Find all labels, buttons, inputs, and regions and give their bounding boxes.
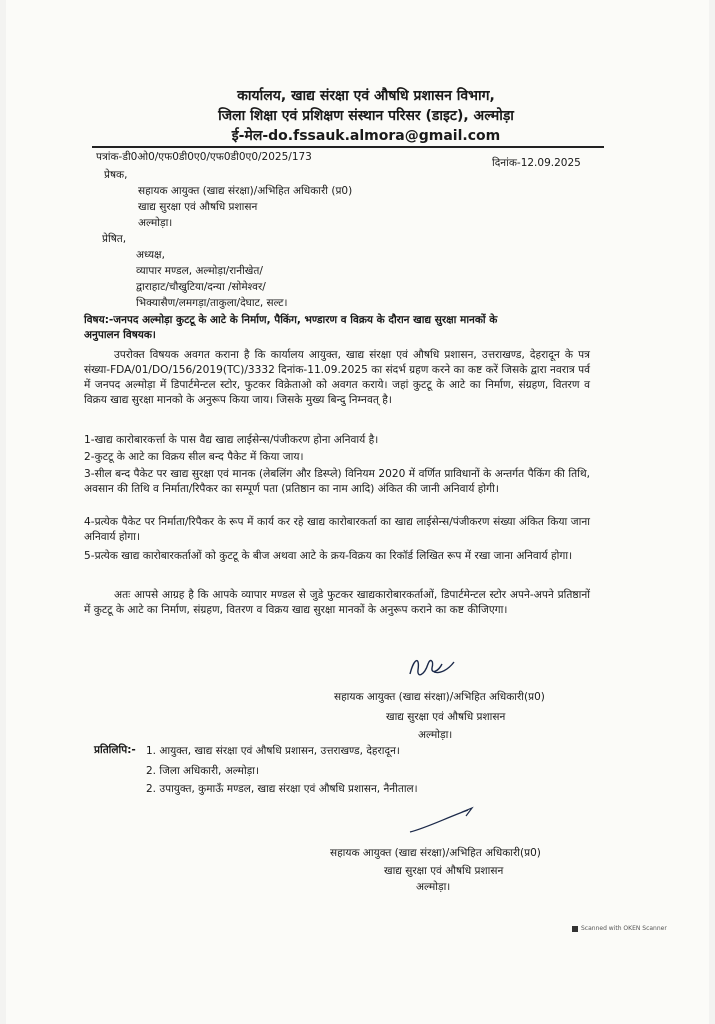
signatory-dept: खाद्य सुरक्षा एवं औषधि प्रशासन (384, 865, 504, 877)
closing-paragraph: अतः आपसे आग्रह है कि आपके व्यापार मण्डल से जुडे फुटकर खाद्यकारोबारकर्ताओं, डिपार्टमेन्टल स्टोर अपने-अपने प्रतिष्ठानों में कुटटू के आटे का निर्माण, संग्रहण, वितरण व विक्रय खाद्य सुरक्षा मानकों के अनुरूप कराने का कष्ट कीजिएगा। (84, 589, 590, 616)
signatory-place: अल्मोड़ा। (416, 881, 451, 893)
copy-item: 1. आयुक्त, खाद्य संरक्षा एवं औषधि प्रशासन, उत्तराखण्ड, देहरादून। (146, 745, 400, 757)
office-title: कार्यालय, खाद्य संरक्षा एवं औषधि प्रशासन विभाग, (237, 88, 495, 104)
signatory-title: सहायक आयुक्त (खाद्य संरक्षा)/अभिहित अधिकारी(प्र0) (330, 847, 541, 859)
signatory-title: सहायक आयुक्त (खाद्य संरक्षा)/अभिहित अधिकारी(प्र0) (334, 691, 545, 703)
scanner-icon (572, 926, 578, 932)
signatory-place: अल्मोड़ा। (418, 729, 453, 741)
header-divider (92, 146, 604, 148)
recipient-line: द्वाराहाट/चौखुटिया/दन्या /सोमेश्वर/ (136, 281, 266, 293)
sender-label: प्रेषक, (104, 169, 128, 181)
reference-number: पत्रांक-डी0ओ0/एफ0डी0ए0/एफ0डी0ए0/2025/173 (96, 151, 312, 163)
point-item: 2-कुटटू के आटे का विक्रय सील बन्द पैकेट में किया जाय। (84, 451, 304, 463)
point-item: 3-सील बन्द पैकेट पर खाद्य सुरक्षा एवं मानक (लेबलिंग और डिस्प्ले) विनियम 2020 में वर्णित प्राविधानों के अन्तर्गत पैकिंग की तिथि, अवसान की तिथि व निर्माता/रिपैकर का सम्पूर्ण पता (प्रतिष्ठान का नाम आदि) अंकित की जानी अनिवार्य होगी। (84, 468, 590, 495)
recipient-line: भिक्यासैण/लमगड़ा/ताकुला/देघाट, सल्ट। (136, 297, 288, 309)
handwritten-signature (406, 806, 486, 836)
recipient-line: अध्यक्ष, (136, 249, 165, 261)
handwritten-signature (404, 652, 460, 682)
sender-line: सहायक आयुक्त (खाद्य संरक्षा)/अभिहित अधिकारी (प्र0) (138, 185, 353, 197)
copy-item: 2. जिला अधिकारी, अल्मोड़ा। (146, 765, 259, 777)
point-item: 4-प्रत्येक पैकेट पर निर्माता/रिपैकर के रूप में कार्य कर रहे खाद्य कारोबारकर्ता का खाद्य लाईसेन्स/पंजीकरण संख्या अंकित किया जाना अनिवार्य होगा। (84, 516, 590, 543)
subject-line-cont: अनुपालन विषयक। (84, 329, 156, 341)
copy-item: 2. उपायुक्त, कुमाऊँ मण्डल, खाद्य संरक्षा एवं औषधि प्रशासन, नैनीताल। (146, 783, 418, 795)
office-email: ई-मेल-do.fssauk.almora@gmail.com (231, 128, 501, 144)
letter-date: दिनांक-12.09.2025 (492, 157, 581, 169)
signatory-dept: खाद्य सुरक्षा एवं औषधि प्रशासन (386, 711, 506, 723)
point-item: 1-खाद्य कारोबारकर्त्ता के पास वैद्य खाद्य लाईसेन्स/पंजीकरण होना अनिवार्य है। (84, 434, 379, 446)
office-address: जिला शिक्षा एवं प्रशिक्षण संस्थान परिसर (डाइट), अल्मोड़ा (218, 108, 514, 124)
subject-line: विषय:-जनपद अल्मोड़ा कुटटू के आटे के निर्माण, पैकिंग, भण्डारण व विक्रय के दौरान खाद्य सुरक्षा मानकों के (84, 314, 498, 326)
point-item: 5-प्रत्येक खाद्य कारोबारकर्ताओं को कुटटू के बीज अथवा आटे के क्रय-विक्रय का रिकॉर्ड लिखित रूप में रखा जाना अनिवार्य होगा। (84, 550, 573, 562)
scanner-watermark: Scanned with OKEN Scanner (572, 925, 667, 932)
sender-line: अल्मोड़ा। (138, 217, 173, 229)
intro-paragraph: उपरोक्त विषयक अवगत कराना है कि कार्यालय आयुक्त, खाद्य संरक्षा एवं औषधि प्रशासन, उत्तराखण्ड, देहरादून के पत्र संख्या-FDA/01/DO/156/2019(TC)/3332 दिनांक-11.09.2025 का संदर्भ ग्रहण करने का कष्ट करें जिसके द्वारा नवरात्र पर्व में जनपद अल्मोड़ा में डिपार्टमेन्टल स्टोर, फुटकर विक्रेताओ को अवगत कराये। जहां कुटटू के आटे का निर्माण, संग्रहण, वितरण व विक्रय खाद्य सुरक्षा मानको के अनुरूप किया जाय। जिसके मुख्य बिन्दु निम्नवत् है। (84, 349, 591, 406)
copy-label: प्रतिलिपि:- (94, 744, 136, 756)
sender-line: खाद्य सुरक्षा एवं औषधि प्रशासन (138, 201, 258, 213)
recipient-line: व्यापार मण्डल, अल्मोड़ा/रानीखेत/ (136, 265, 263, 277)
recipient-label: प्रेषित, (102, 233, 127, 245)
letter-page (6, 0, 709, 1024)
